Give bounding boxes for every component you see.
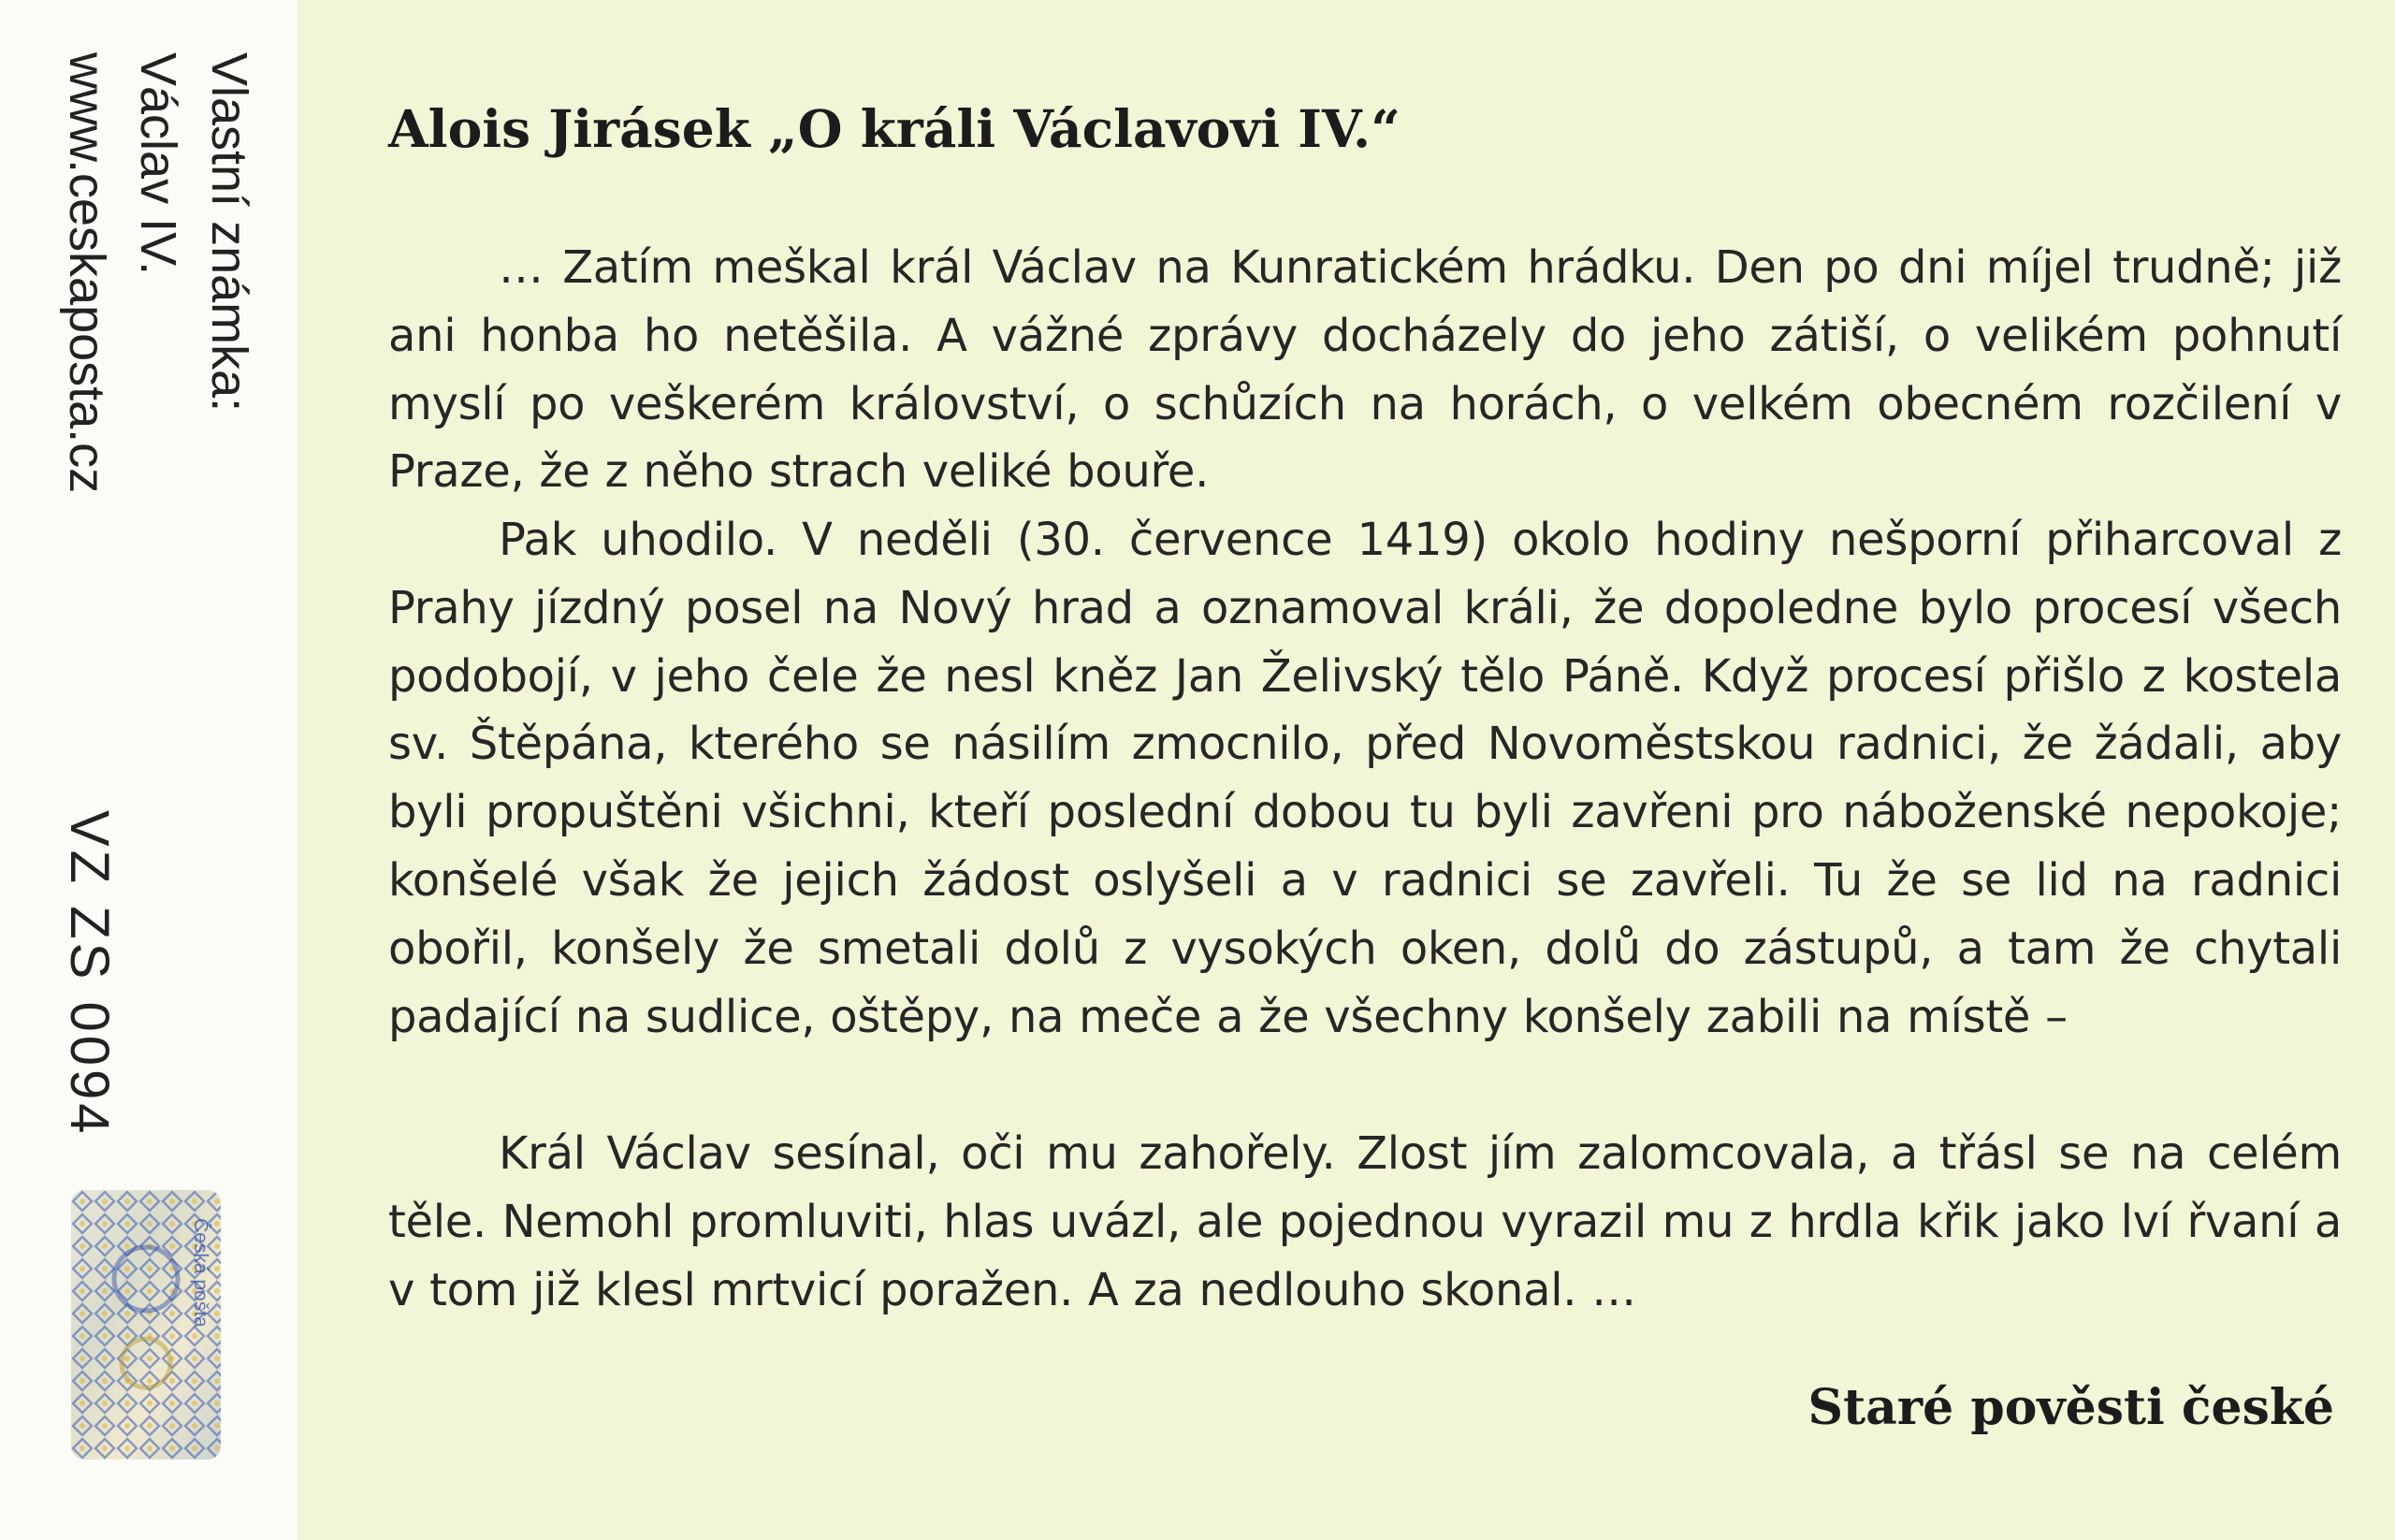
website-label: www.ceskaposta.cz — [59, 52, 115, 494]
stamp-code: VZ ZS 0094 — [59, 810, 120, 1138]
stamp-info-strip — [0, 0, 298, 1540]
paragraph-3: Král Václav sesínal, oči mu zahořely. Zlost jím zalomcovala, a třásl se na celém těle. Nemohl promluviti, hlas uvázl, ale pojednou vyrazil mu z hrdla křik jako lví řvaní a v tom již klesl mrtvicí poražen. A za nedlouho skonal. … — [388, 1127, 2342, 1316]
document-title: Alois Jirásek „O králi Václavovi IV.“ — [388, 98, 1401, 159]
paragraph-2: Pak uhodilo. V neděli (30. července 1419) okolo hodiny nešporní přiharcoval z Prahy jízdný posel na Nový hrad a oznamoval králi, že dopoledne bylo procesí všech podobojí, v jeho čele že nesl kněz Jan Želivský tělo Páně. Když procesí přišlo z kostela sv. Štěpána, kterého se násilím zmocnilo, před Novoměstskou radnici, že žádali, aby byli propuštěni všichni, kteří poslední dobou tu byli zavřeni pro náboženské nepokoje; konšelé však že jejich žádost oslyšeli a v radnici se zavřeli. Tu že se lid na radnici obořil, konšely že smetali dolů z vysokých oken, dolů do zástupů, a tam že chytali padající na sudlice, oštěpy, na meče a že všechny konšely zabili na místě – — [388, 514, 2342, 1043]
stamp-label-line-2: Václav IV. — [130, 52, 186, 276]
stamp-label-line-1: Vlastní známka: — [201, 52, 257, 413]
hologram-seal — [71, 1190, 221, 1460]
hologram-text: Česká pošta — [190, 1218, 211, 1328]
source-signature: Staré pověsti české — [1807, 1379, 2334, 1436]
paragraph-1: … Zatím meškal král Václav na Kunratickém hrádku. Den po dni míjel trudně; již ani honba ho netěšila. A vážné zprávy docházely do jeho zátiší, o velikém pohnutí myslí po veškerém království, o schůzích na horách, o velkém obecném rozčilení v Praze, že z něho strach veliké bouře. — [388, 241, 2342, 499]
